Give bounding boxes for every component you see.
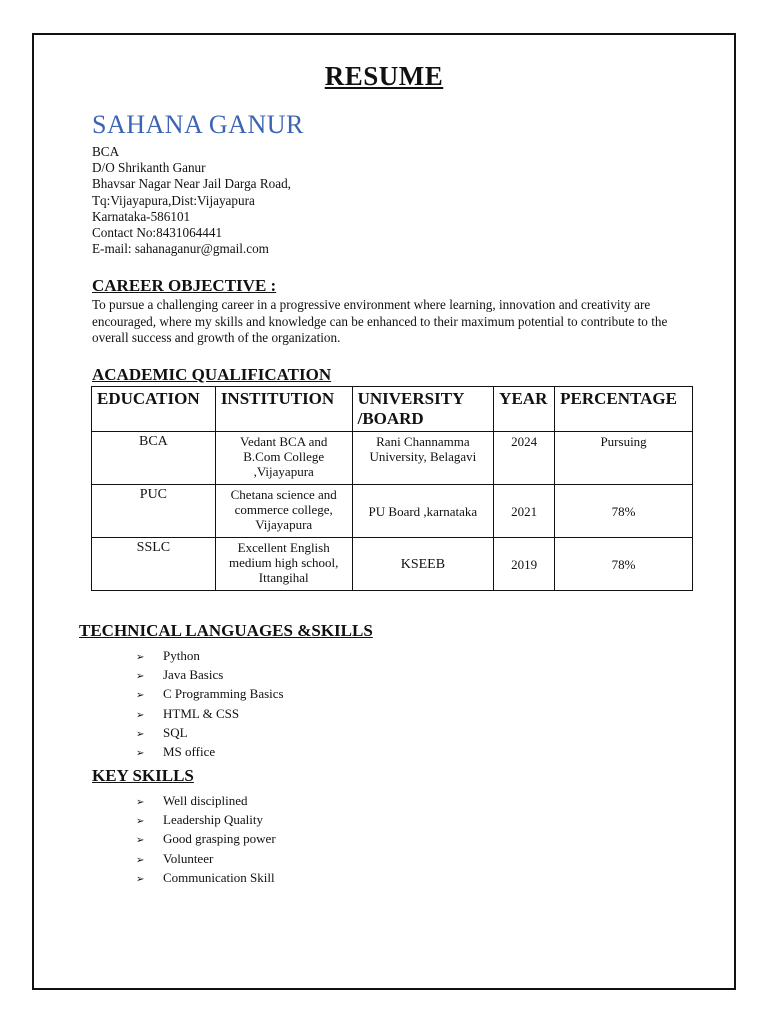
contact-address-line-2: Tq:Vijayapura,Dist:Vijayapura (92, 192, 255, 208)
contact-degree: BCA (92, 144, 120, 159)
list-item: ➢ Python (136, 647, 284, 666)
arrow-bullet-icon: ➢ (136, 671, 145, 683)
list-item: ➢ MS office (136, 743, 284, 762)
key-skills-heading: KEY SKILLS (92, 766, 194, 785)
list-item: ➢ Well disciplined (136, 792, 276, 811)
table-cell: Excellent English medium high school, Ittangihal (215, 538, 352, 591)
list-item: ➢ Good grasping power (136, 830, 276, 849)
arrow-bullet-icon: ➢ (136, 797, 145, 808)
table-cell: KSEEB (352, 538, 494, 591)
contact-address-line-1: Bhavsar Nagar Near Jail Darga Road, (92, 176, 291, 192)
table-cell: Vedant BCA and B.Com College ,Vijayapura (215, 432, 352, 485)
table-cell: 78% (555, 538, 693, 591)
list-item: ➢ C Programming Basics (136, 685, 284, 704)
table-header-cell: UNIVERSITY /BOARD (352, 387, 494, 432)
table-cell: SSLC (92, 538, 216, 591)
table-row (92, 485, 693, 538)
technical-skills-heading: TECHNICAL LANGUAGES &SKILLS (79, 621, 373, 640)
arrow-bullet-icon: ➢ (136, 816, 145, 828)
table-header-row (92, 387, 693, 432)
table-cell: 78% (555, 485, 693, 538)
table-header-cell: EDUCATION (92, 387, 216, 432)
contact-block (92, 144, 291, 257)
table-header-cell: INSTITUTION (215, 387, 352, 432)
list-item: ➢ Leadership Quality (136, 811, 276, 830)
table-cell: BCA (92, 432, 216, 485)
table-row (92, 538, 693, 591)
arrow-bullet-icon: ➢ (136, 854, 145, 866)
document-title: RESUME (324, 61, 444, 91)
table-cell: PU Board ,karnataka (352, 485, 494, 538)
list-item: ➢ HTML & CSS (136, 705, 284, 724)
table-cell: Chetana science and commerce college, Vijayapura (215, 485, 352, 538)
academic-table (91, 386, 693, 591)
table-row (92, 432, 693, 485)
contact-phone: Contact No:8431064441 (92, 225, 223, 241)
table-cell: Pursuing (555, 432, 693, 485)
arrow-bullet-icon: ➢ (136, 728, 145, 740)
candidate-name: SAHANA GANUR (92, 110, 304, 139)
table-cell: PUC (92, 485, 216, 538)
contact-address-line-3: Karnataka-586101 (92, 208, 191, 224)
table-cell: 2021 (494, 485, 555, 538)
arrow-bullet-icon: ➢ (136, 748, 145, 760)
arrow-bullet-icon: ➢ (136, 652, 145, 663)
arrow-bullet-icon: ➢ (136, 690, 145, 702)
list-item: ➢ Java Basics (136, 666, 284, 685)
table-header-cell: PERCENTAGE (555, 387, 693, 432)
career-objective-heading: CAREER OBJECTIVE : (92, 276, 277, 295)
arrow-bullet-icon: ➢ (136, 835, 145, 847)
academic-qualification-heading: ACADEMIC QUALIFICATION (92, 365, 332, 384)
career-objective-text: To pursue a challenging career in a progressive environment where learning, innovation and creativity are encouraged, where my skills and knowledge can be enhanced to their maximum potential to contribute to the overall success and growth of the organization. (92, 297, 668, 345)
list-item: ➢ Communication Skill (136, 869, 276, 888)
list-item: ➢ SQL (136, 724, 284, 743)
key-skills-list (136, 792, 276, 888)
contact-email: E-mail: sahanaganur@gmail.com (92, 241, 269, 257)
arrow-bullet-icon: ➢ (136, 709, 145, 721)
contact-parent: D/O Shrikanth Ganur (92, 160, 206, 176)
technical-skills-list (136, 647, 284, 762)
table-cell: Rani Channamma University, Belagavi (352, 432, 494, 485)
list-item: ➢ Volunteer (136, 850, 276, 869)
table-cell: 2024 (494, 432, 555, 485)
arrow-bullet-icon: ➢ (136, 873, 145, 885)
table-header-cell: YEAR (494, 387, 555, 432)
table-cell: 2019 (494, 538, 555, 591)
